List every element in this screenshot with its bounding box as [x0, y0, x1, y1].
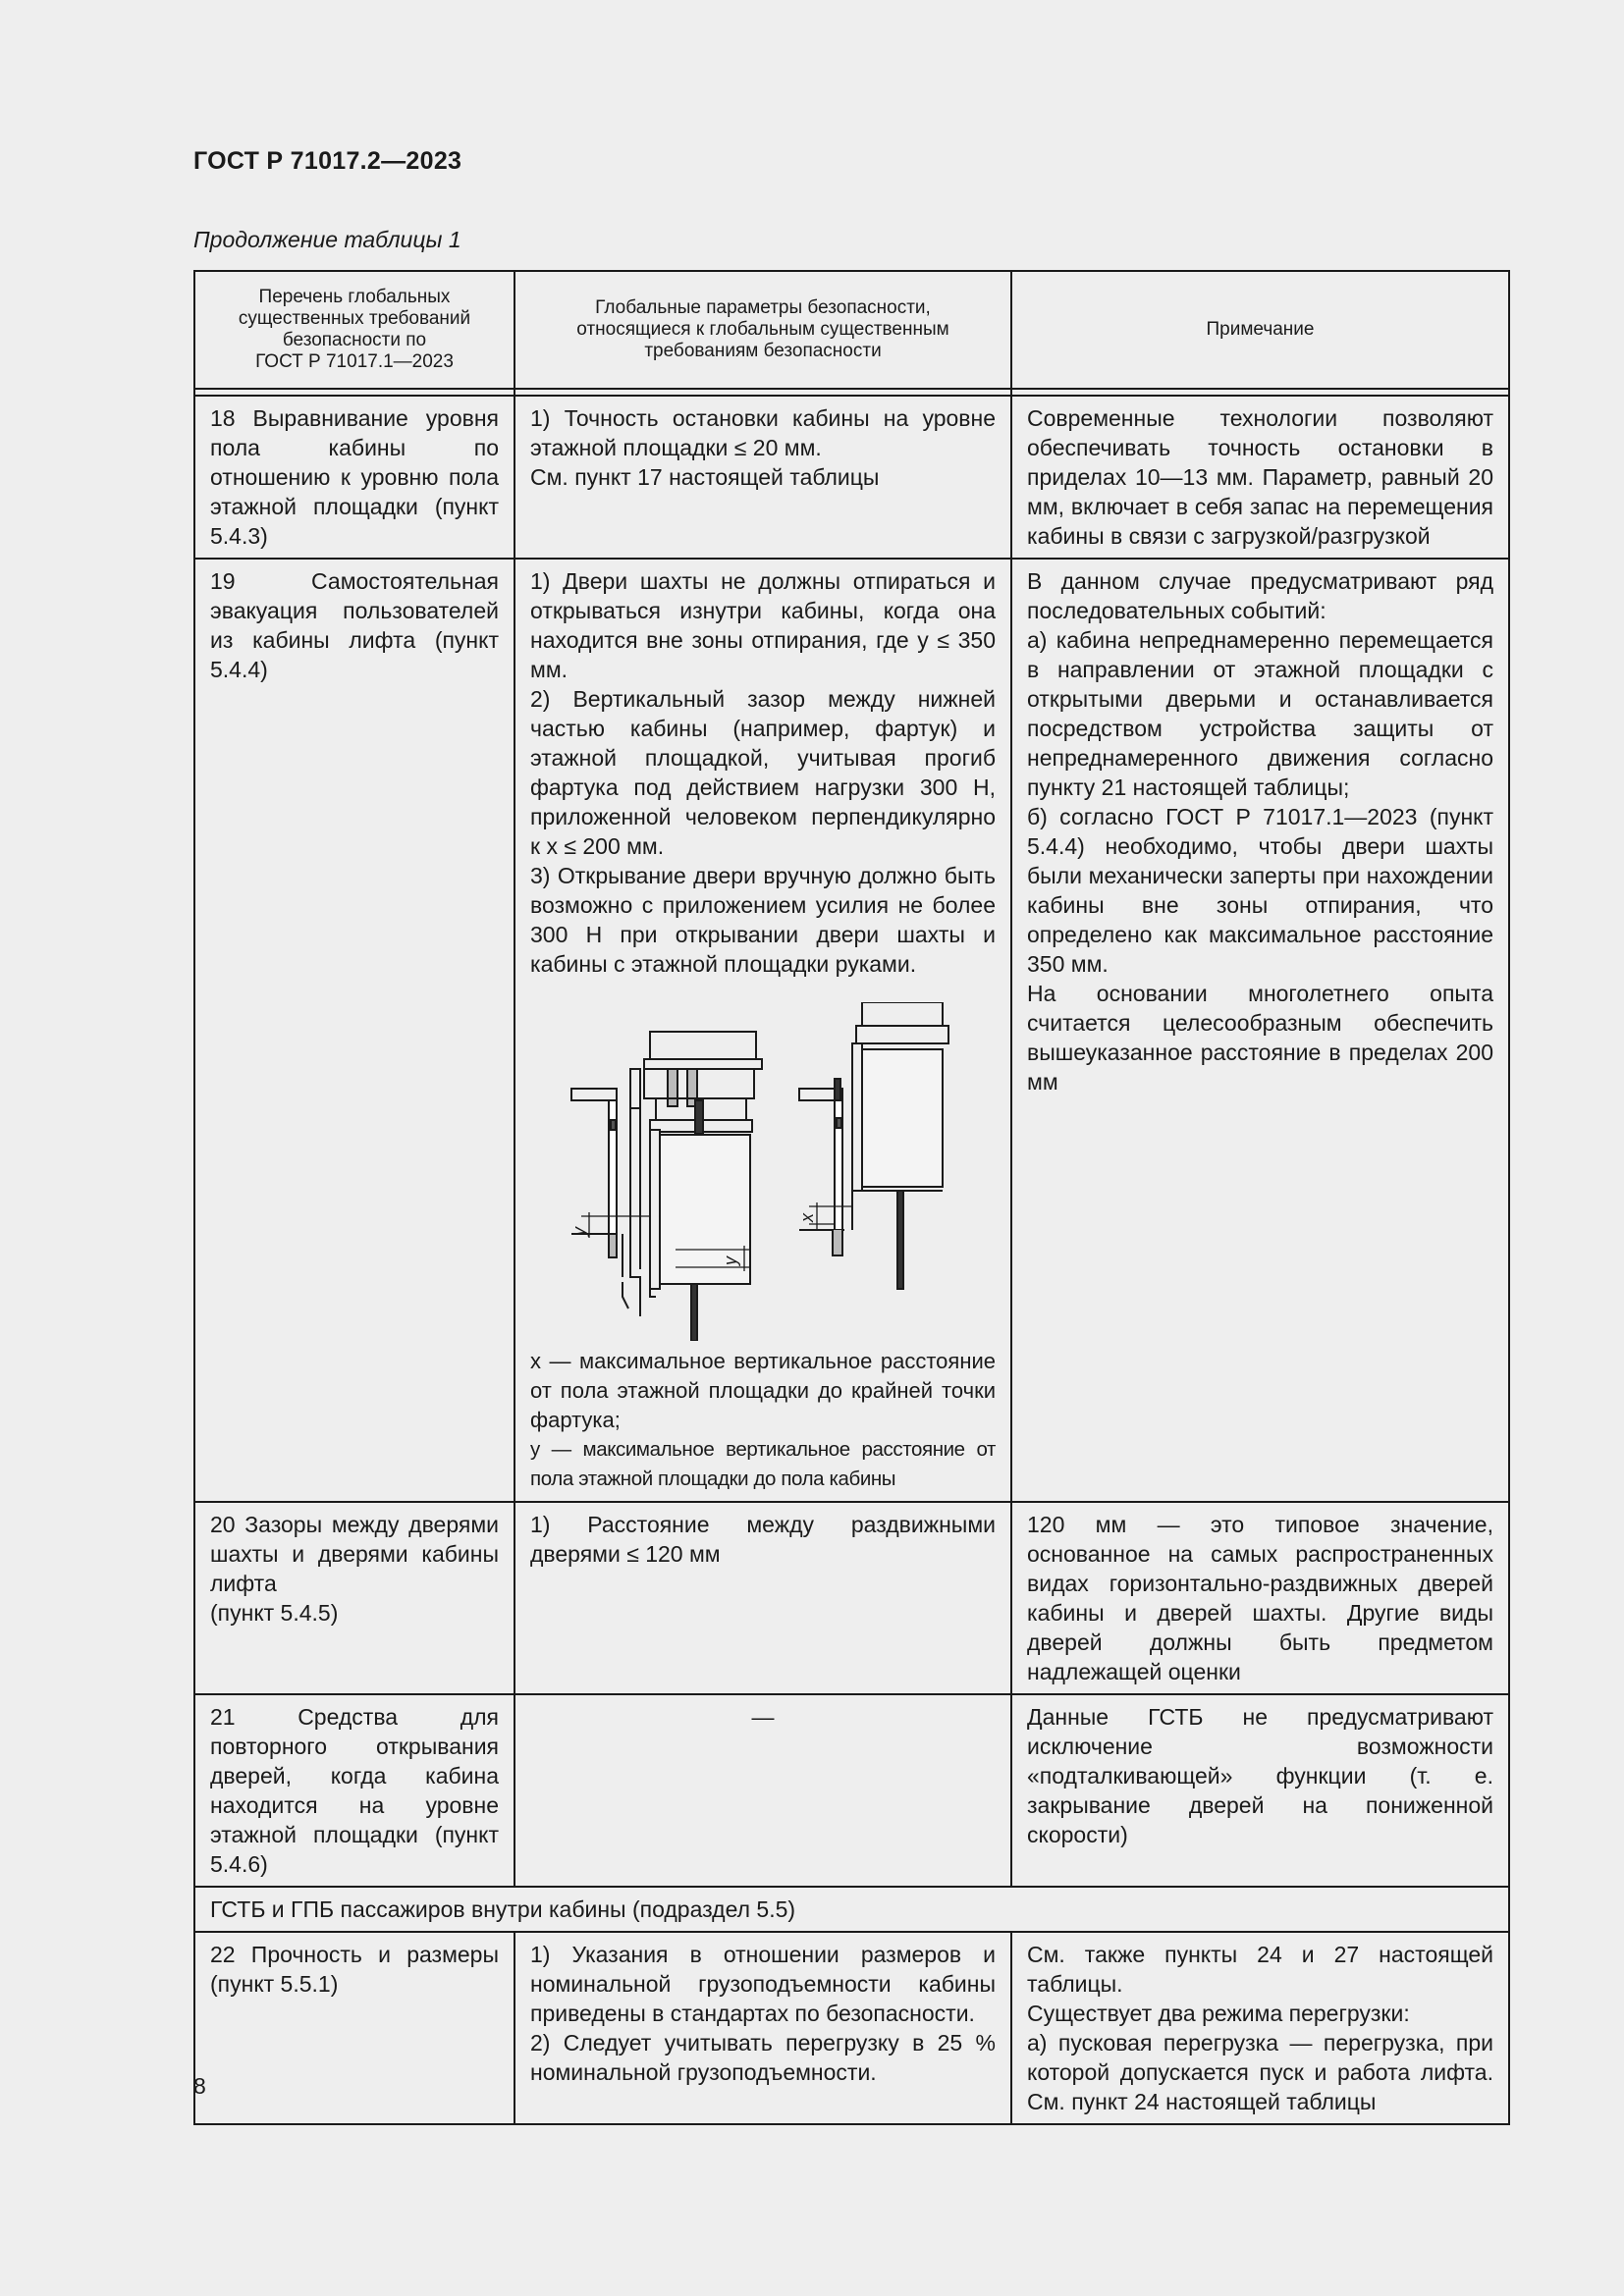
- parameter-cell: 1) Расстояние между раздвижными дверями ≤ 120 мм: [514, 1502, 1011, 1694]
- header-separator: [194, 389, 1509, 396]
- note-cell: В данном случае предусматривают ряд последовательных событий: а) кабина непреднамеренно перемещается в направлении от этажной площадки с открытыми дверьми и останавливается посредством устройства защиты от непреднамеренного движения согласно пункту 21 настоящей таблицы; б) согласно ГОСТ Р 71017.1—2023 (пункт 5.4.4) необходимо, чтобы двери шахты были механически заперты при нахождении кабины вне зоны отпирания, что определено как максимальное расстояние 350 мм. На основании многолетнего опыта считается целесообразным обеспечить вышеуказанное расстояние в пределах 200 мм: [1011, 559, 1509, 1502]
- figure-label-x: x: [797, 1213, 817, 1222]
- section-heading: ГСТБ и ГПБ пассажиров внутри кабины (подраздел 5.5): [194, 1887, 1509, 1932]
- car-apron-gap-diagram: [568, 1002, 970, 1341]
- table-continuation-caption: Продолжение таблицы 1: [193, 227, 461, 252]
- table-row: [194, 1932, 1509, 2124]
- figure-label-y-car: y: [721, 1256, 740, 1265]
- parameter-cell: 1) Указания в отношении размеров и номинальной грузоподъемности кабины приведены в стандартах по безопасности. 2) Следует учитывать перегрузку в 25 % номинальной грузоподъемности.: [514, 1932, 1011, 2124]
- requirement-cell: 22 Прочность и размеры (пункт 5.5.1): [194, 1932, 514, 2124]
- page-number: 8: [193, 2073, 206, 2099]
- note-cell: См. также пункты 24 и 27 настоящей таблицы. Существует два режима перегрузки: а) пусковая перегрузка — перегрузка, при которой допускается пуск и работа лифта. См. пункт 24 настоящей таблицы: [1011, 1932, 1509, 2124]
- parameter-cell: —: [514, 1694, 1011, 1887]
- requirement-cell: 21 Средства для повторного открывания дверей, когда кабина находится на уровне этажной площадки (пункт 5.4.6): [194, 1694, 514, 1887]
- table-row: [194, 396, 1509, 559]
- figure-legend: x — максимальное вертикальное расстояние от пола этажной площадки до крайней точки фартука; y — максимальное вертикальное расстояние от пола этажной площадки до пола кабины: [530, 1349, 996, 1490]
- header-safety-parameters: Глобальные параметры безопасности, относящиеся к глобальным существенным требованиям безопасности: [514, 271, 1011, 389]
- note-cell: 120 мм — это типовое значение, основанное на самых распространенных видах горизонтально-раздвижных дверей кабины и дверей шахты. Другие виды дверей должны быть предметом надлежащей оценки: [1011, 1502, 1509, 1694]
- requirement-cell: 20 Зазоры между дверями шахты и дверями кабины лифта (пункт 5.4.5): [194, 1502, 514, 1694]
- table-header-row: [194, 271, 1509, 389]
- note-cell: Современные технологии позволяют обеспечивать точность остановки в приделах 10—13 мм. Параметр, равный 20 мм, включает в себя запас на перемещения кабины в связи с загрузкой/разгрузкой: [1011, 396, 1509, 559]
- header-note: Примечание: [1011, 271, 1509, 389]
- note-cell: Данные ГСТБ не предусматривают исключение возможности «подталкивающей» функции (т. е. закрывание дверей на пониженной скорости): [1011, 1694, 1509, 1887]
- table-row: [194, 1502, 1509, 1694]
- requirement-cell: 18 Выравнивание уровня пола кабины по отношению к уровню пола этажной площадки (пункт 5.4.3): [194, 396, 514, 559]
- section-heading-row: [194, 1887, 1509, 1932]
- figure-label-y-left: y: [569, 1227, 589, 1236]
- table-row: [194, 559, 1509, 1502]
- parameter-cell: 1) Двери шахты не должны отпираться и открываться изнутри кабины, когда она находится вне зоны отпирания, где y ≤ 350 мм. 2) Вертикальный зазор между нижней частью кабины (например, фартук) и этажной площадкой, учитывая прогиб фартука под действием нагрузки 300 Н, приложенной человеком перпендикулярно к x ≤ 200 мм. 3) Открывание двери вручную должно быть возможно с приложением усилия не более 300 Н при открывании двери шахты и кабины с этажной площадки руками. y y x x — максимальное вертикальное расстояние от пола этажной площадки до крайней точки фартука; y — максимальное вертикальное расстояние от пола этажной площадки до пола кабины: [514, 559, 1011, 1502]
- header-requirements-list: Перечень глобальных существенных требований безопасности по ГОСТ Р 71017.1—2023: [194, 271, 514, 389]
- table-row: [194, 1694, 1509, 1887]
- document-code: ГОСТ Р 71017.2—2023: [193, 147, 462, 175]
- parameter-cell: 1) Точность остановки кабины на уровне этажной площадки ≤ 20 мм. См. пункт 17 настоящей таблицы: [514, 396, 1011, 559]
- requirement-cell: 19 Самостоятельная эвакуация пользователей из кабины лифта (пункт 5.4.4): [194, 559, 514, 1502]
- requirements-table: [193, 270, 1510, 2125]
